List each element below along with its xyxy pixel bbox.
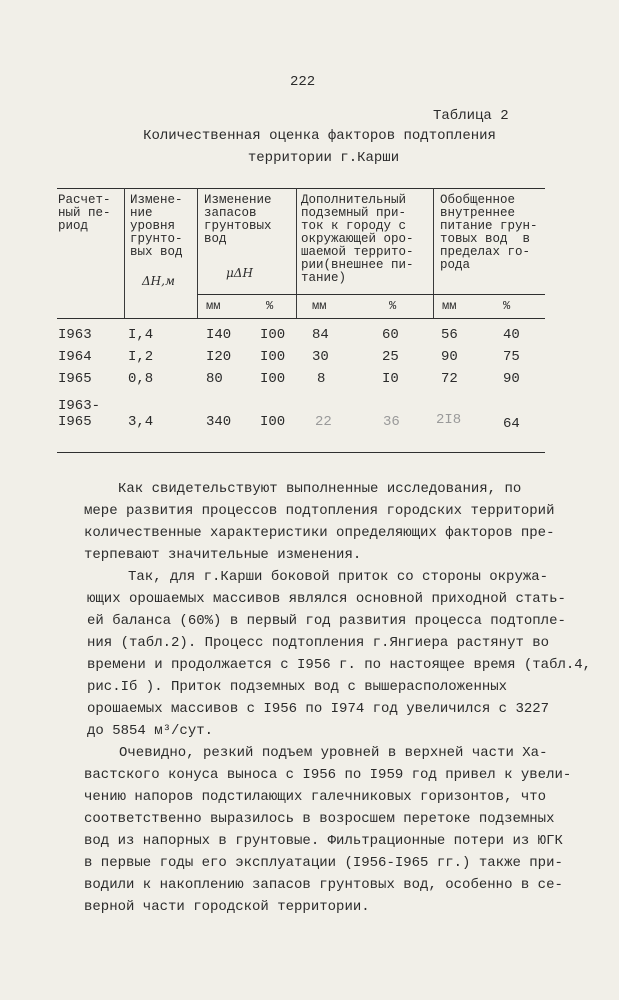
page-number: 222 (290, 74, 316, 90)
text-line: времени и продолжается с I956 г. по настоящее время (табл.4, (87, 657, 592, 673)
text-line: Очевидно, резкий подъем уровней в верхней части Ха- (119, 745, 548, 761)
cell-value: 30 (312, 349, 329, 365)
cell-value: 84 (312, 327, 329, 343)
cell-value: 2I8 (436, 412, 462, 428)
cell-value: I00 (260, 371, 286, 387)
cell-period: I963 (58, 327, 92, 343)
cell-period: I964 (58, 349, 92, 365)
unit-label: мм (312, 299, 327, 313)
cell-value: I00 (260, 349, 286, 365)
unit-label: % (389, 299, 397, 313)
cell-value: I00 (260, 327, 286, 343)
text-line: ния (табл.2). Процесс подтопления г.Янгиера растянут во (87, 635, 550, 651)
text-line: количественные характеристики определяющих факторов пре- (84, 525, 555, 541)
cell-level: I,2 (128, 349, 154, 365)
unit-label: мм (206, 299, 221, 313)
table-top-rule (57, 188, 545, 189)
text-line: терпевают значительные изменения. (84, 547, 362, 563)
text-line: вастского конуса выноса с I956 по I959 год привел к увели- (84, 767, 572, 783)
cell-value: 80 (206, 371, 223, 387)
cell-period: I965 (58, 371, 92, 387)
cell-period: I963- I965 (58, 398, 101, 430)
text-line: до 5854 м³/сут. (87, 723, 214, 739)
column-divider (296, 188, 297, 318)
text-line: ей баланса (60%) в первый год развития процесса подтопле- (87, 613, 566, 629)
cell-value: 25 (382, 349, 399, 365)
header-level: Измене- ние уровня грунто- вых вод (130, 193, 183, 259)
text-line: водили к накоплению запасов грунтовых вод, особенно в се- (84, 877, 563, 893)
table-bottom-rule (57, 452, 545, 453)
column-divider (197, 188, 198, 318)
units-rule (197, 294, 545, 295)
text-line: рис.Iб ). Приток подземных вод с вышерасположенных (87, 679, 508, 695)
cell-value: 340 (206, 414, 232, 430)
cell-value: 36 (383, 414, 400, 430)
cell-value: 56 (441, 327, 458, 343)
header-level-symbol: ΔH,м (142, 274, 175, 288)
text-line: вод из напорных в грунтовые. Фильтрационные потери из ЮГК (84, 833, 563, 849)
cell-value: 8 (317, 371, 326, 387)
unit-label: % (503, 299, 511, 313)
column-divider (124, 188, 125, 318)
cell-value: 60 (382, 327, 399, 343)
text-line: верной части городской территории. (84, 899, 370, 915)
unit-label: % (266, 299, 274, 313)
cell-value: I0 (382, 371, 399, 387)
cell-level: 3,4 (128, 414, 154, 430)
table-label: Таблица 2 (433, 108, 509, 124)
unit-label: мм (442, 299, 457, 313)
text-line: орошаемых массивов с I956 по I974 год увеличился с 3227 (87, 701, 550, 717)
cell-value: 90 (441, 349, 458, 365)
text-line: мере развития процессов подтопления городских территорий (84, 503, 555, 519)
text-line: ющих орошаемых массивов являлся основной приходной стать- (87, 591, 566, 607)
cell-value: 64 (503, 416, 520, 432)
cell-value: I00 (260, 414, 286, 430)
text-line: Так, для г.Карши боковой приток со стороны окружа- (128, 569, 549, 585)
cell-level: 0,8 (128, 371, 154, 387)
header-period: Расчет- ный пе- риод (58, 193, 111, 233)
header-storage-symbol: μΔH (226, 266, 253, 280)
header-internal-recharge: Обобщенное внутреннее питание грун- товых вод в пределах го- рода (440, 193, 538, 272)
header-external-inflow: Дополнительный подземный при- ток к городу с окружающей оро- шаемой террито- рии(внешнее пи- тание) (301, 193, 414, 285)
cell-value: 90 (503, 371, 520, 387)
table-title-line-1: Количественная оценка факторов подтопления (143, 128, 496, 144)
text-line: Как свидетельствуют выполненные исследования, по (118, 481, 522, 497)
text-line: соответственно выразилось в возросшем перетоке подземных (84, 811, 555, 827)
text-line: в первые годы его эксплуатации (I956-I965 гг.) также при- (84, 855, 563, 871)
cell-value: I20 (206, 349, 232, 365)
cell-value: 22 (315, 414, 332, 430)
table-header-rule (57, 318, 545, 319)
table-title-line-2: территории г.Карши (247, 150, 400, 166)
text-line: чению напоров подстилающих галечниковых горизонтов, что (84, 789, 547, 805)
cell-value: 75 (503, 349, 520, 365)
cell-value: I40 (206, 327, 232, 343)
cell-value: 72 (441, 371, 458, 387)
cell-level: I,4 (128, 327, 154, 343)
column-divider (433, 188, 434, 318)
header-storage: Изменение запасов грунтовых вод (204, 193, 272, 246)
cell-value: 40 (503, 327, 520, 343)
